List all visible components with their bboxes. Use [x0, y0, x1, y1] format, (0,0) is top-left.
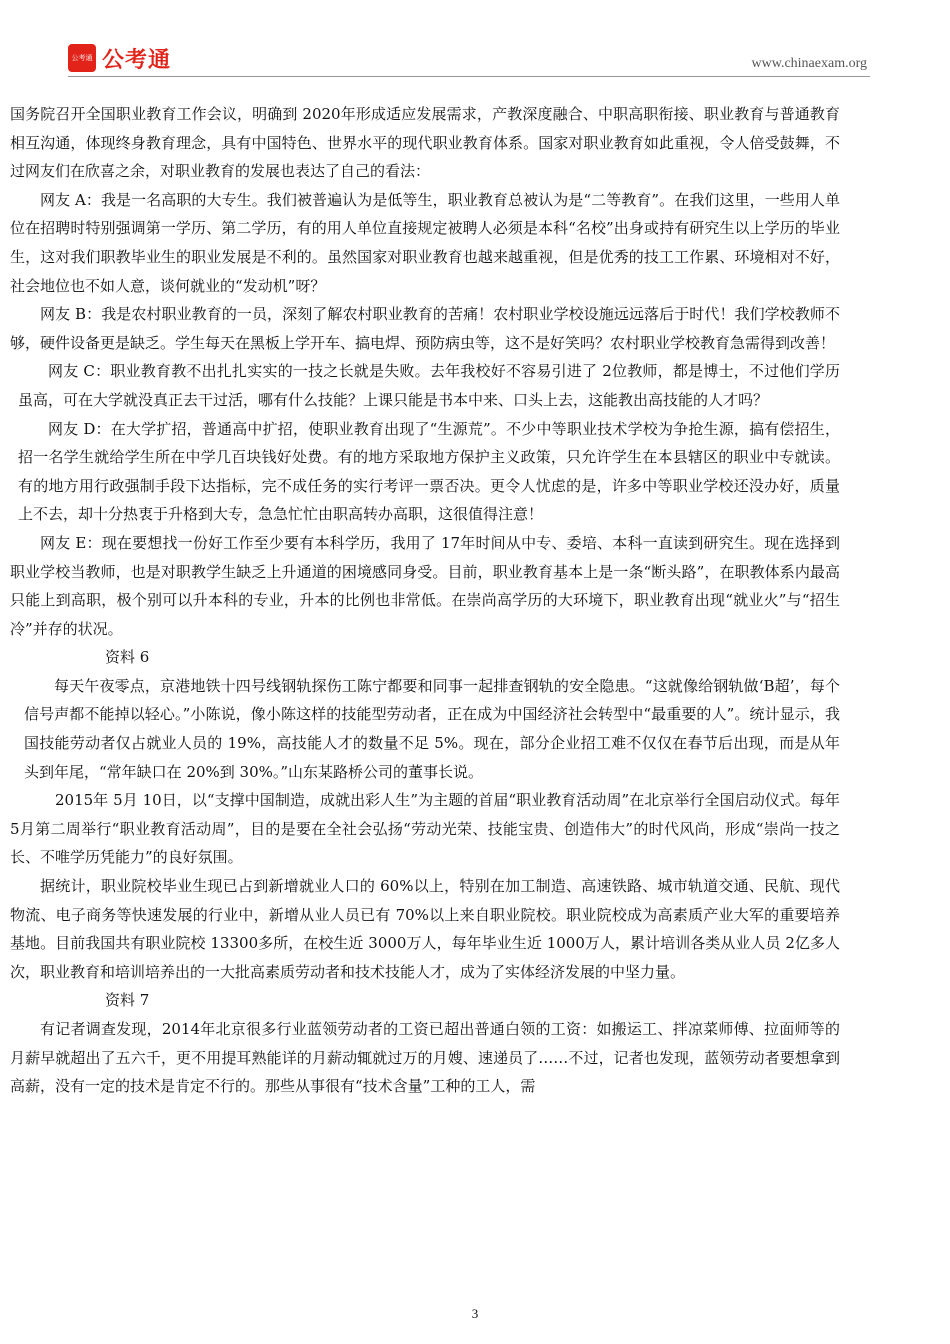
- paragraph-netizen-e: 网友 E：现在要想找一份好工作至少要有本科学历，我用了 17年时间从中专、委培、本科一直读到研究生。现在选择到职业学校当教师，也是对职教学生缺乏上升通道的困境感同身受。目前，职业教育基本上是一条“断头路”，在职教体系内最高只能上到高职，极个别可以升本科的专业，升本的比例也非常低。在崇尚高学历的大环境下，职业教育出现“就业火”与“招生冷”并存的状况。: [10, 533, 840, 638]
- section-title-material-6: 资料 6: [105, 648, 150, 667]
- paragraph-material-6-3: 据统计，职业院校毕业生现已占到新增就业人口的 60%以上，特别在加工制造、高速铁路、城市轨道交通、民航、现代物流、电子商务等快速发展的行业中，新增从业人员已有 70%以上来自职业院校。职业院校成为高素质产业大军的重要培养基地。目前我国共有职业院校 13300多所，在校生近 3000万人，每年毕业生近 1000万人，累计培训各类从业人员 2亿多人次，职业教育和培训培养出的一大批高素质劳动者和技术技能人才，成为了实体经济发展的中坚力量。: [10, 877, 840, 981]
- paragraph-material-7-1: 有记者调查发现，2014年北京很多行业蓝领劳动者的工资已超出普通白领的工资：如搬运工、拌凉菜师傅、拉面师等的月薪早就超出了五六千，更不用提耳熟能详的月薪动辄就过万的月嫂、速递员了……不过，记者也发现，蓝领劳动者要想拿到高薪，没有一定的技术是肯定不行的。那些从事很有“技术含量”工种的工人，需: [10, 1020, 840, 1096]
- site-url[interactable]: www.chinaexam.org: [751, 56, 867, 71]
- header-divider: [68, 76, 870, 77]
- logo-text: 公考通: [102, 47, 172, 73]
- logo[interactable]: [68, 44, 171, 72]
- paragraph-netizen-d: 网友 D：在大学扩招，普通高中扩招，使职业教育出现了“生源荒”。不少中等职业技术学校为争抢生源，搞有偿招生，招一名学生就给学生所在中学几百块钱好处费。有的地方采取地方保护主义政策，只允许学生在本县辖区的职业中专就读。有的地方用行政强制手段下达指标，完不成任务的实行考评一票否决。更令人忧虑的是，许多中等职业学校还没办好，质量上不去，却十分热衷于升格到大专，急急忙忙由职高转办高职，这很值得注意！: [18, 419, 840, 524]
- page-number: 3: [471, 1306, 479, 1321]
- paragraph-material-6-2: 2015年 5月 10日，以“支撑中国制造，成就出彩人生”为主题的首届“职业教育活动周”在北京举行全国启动仪式。每年 5月第二周举行“职业教育活动周”，目的是要在全社会弘扬“劳动光荣、技能宝贵、创造伟大”的时代风尚，形成“崇尚一技之长、不唯学历凭能力”的良好氛围。: [10, 791, 840, 867]
- document-body: [10, 100, 840, 1101]
- paragraph-netizen-a: 网友 A：我是一名高职的大专生。我们被普遍认为是低等生，职业教育总被认为是“二等教育”。在我们这里，一些用人单位在招聘时特别强调第一学历、第二学历，有的用人单位直接规定被聘人必须是本科“名校”出身或持有研究生以上学历的毕业生，这对我们职教毕业生的职业发展是不利的。虽然国家对职业教育也越来越重视，但是优秀的技工工作累、环境相对不好，社会地位也不如人意，谈何就业的“发动机”呀？: [10, 190, 840, 295]
- paragraph-netizen-c: 网友 C：职业教育教不出扎扎实实的一技之长就是失败。去年我校好不容易引进了 2位教师，都是博士，不过他们学历虽高，可在大学就没真正去干过活，哪有什么技能？上课只能是书本中来、口头上去，这能教出高技能的人才吗？: [18, 362, 840, 409]
- page-header: [0, 0, 950, 80]
- paragraph-netizen-b: 网友 B：我是农村职业教育的一员，深刻了解农村职业教育的苦痛！农村职业学校设施远远落后于时代！我们学校教师不够，硬件设备更是缺乏。学生每天在黑板上学开车、搞电焊、预防病虫等，这不是好笑吗？农村职业学校教育急需得到改善！: [10, 305, 840, 352]
- paragraph-material-6-1: 每天午夜零点，京港地铁十四号线钢轨探伤工陈宁都要和同事一起排查钢轨的安全隐患。“这就像给钢轨做‘B超’，每个信号声都不能掉以轻心。”小陈说，像小陈这样的技能型劳动者，正在成为中国经济社会转型中“最重要的人”。统计显示，我国技能劳动者仅占就业人员的 19%，高技能人才的数量不足 5%。现在，部分企业招工难不仅仅在春节后出现，而是从年头到年尾，“常年缺口在 20%到 30%。”山东某路桥公司的董事长说。: [24, 676, 840, 781]
- logo-badge-icon: 公考通: [68, 44, 96, 72]
- paragraph-intro: 国务院召开全国职业教育工作会议，明确到 2020年形成适应发展需求，产教深度融合、中职高职衔接、职业教育与普通教育相互沟通，体现终身教育理念，具有中国特色、世界水平的现代职业教育体系。国家对职业教育如此重视，令人倍受鼓舞，不过网友们在欣喜之余，对职业教育的发展也表达了自己的看法：: [10, 105, 840, 181]
- section-title-material-7: 资料 7: [105, 991, 150, 1010]
